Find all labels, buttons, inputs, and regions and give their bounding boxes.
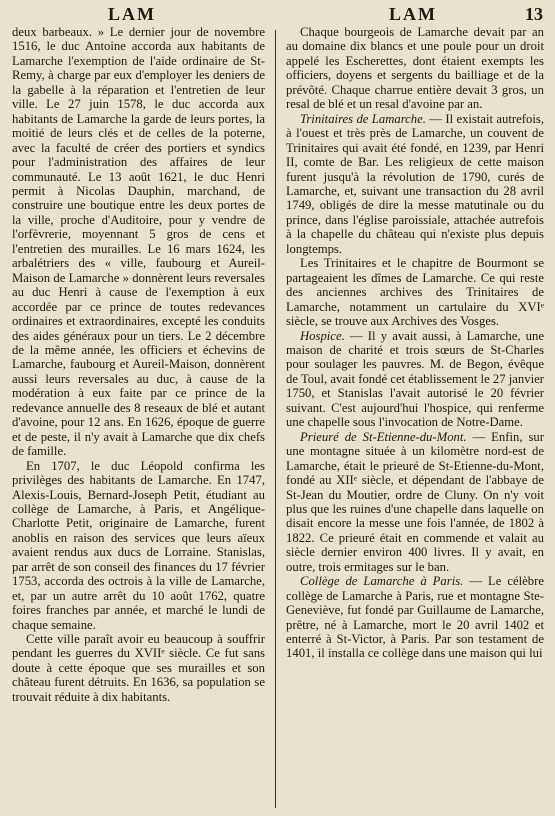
paragraph: Cette ville paraît avoir eu beaucoup à souffrir pendant les guerres du XVIIᵉ siècle. Ce fut sans doute à cette époque que ses murailles et son château furent détruits. En 1636, sa population se trouvait réduite à dix habitants. (12, 632, 265, 704)
paragraph-body: — Il existait autrefois, à l'ouest et très près de Lamarche, un couvent de Trinitaires qui avait été fondé, en 1239, par Henri II, comte de Bar. Les religieux de cette maison furent jusqu'à la révolution de 1790, curés de Lamarche, et, suivant une transaction du 28 avril 1749, obligés de dire la messe matutinale ou du prince, dans l'église paroissiale, attachée autrefois à la chapelle du château qui n'existe plus depuis longtemps. (286, 111, 544, 256)
paragraph (286, 256, 544, 328)
paragraph (286, 25, 544, 112)
paragraph (286, 112, 544, 257)
right-column (286, 25, 544, 810)
running-header (0, 4, 555, 26)
header-left-title: LAM (108, 4, 156, 24)
section-heading-prieure: Prieuré de St-Etienne-du-Mont. (300, 429, 467, 444)
paragraph-body: — Enfin, sur une montagne située à un kilomètre nord-est de Lamarche, était le prieuré de St-Etienne-du-Mont, fondé au XIIᵉ siècle, et dépendant de l'abbaye de St-Jean du Moutier, ordre de Cluny. On n'y voit plus que les ruines d'une chapelle dans laquelle on disait encore la messe une fois l'année, de 1802 à 1822. Ce prieuré était en commende et valait au siècle dernier environ 400 livres. Il y avait, en outre, trois ermitages sur le ban. (286, 429, 544, 574)
section-heading-hospice: Hospice. (300, 328, 345, 343)
section-heading-trinitaires: Trinitaires de Lamarche. (300, 111, 426, 126)
header-right-title: LAM (389, 4, 437, 24)
paragraph-body: Les Trinitaires et le chapitre de Bourmont se partageaient les dîmes de Lamarche. Ce qui reste des anciennes archives des Trinitaires de Lamarche, notamment un cartulaire du XVIᵉ siècle, se trouve aux Archives des Vosges. (286, 256, 544, 329)
column-divider (275, 30, 276, 808)
page-number: 13 (525, 4, 543, 24)
paragraph (286, 329, 544, 430)
paragraph (286, 574, 544, 661)
paragraph: deux barbeaux. » Le dernier jour de novembre 1516, le duc Antoine accorda aux habitants de Lamarche l'exemption de l'aide ordinaire de St-Remy, à charge par eux d'employer les deniers de la gabelle à la réparation et l'entretien de leur ville. Le 27 juin 1578, le duc accorda aux habitants de Lamarche la garde de leurs portes, la moitié de leurs clés et de celles de la poterne, avec la faculté de créer des portiers et syndics pour l'administration des affaires de leur communauté. Le 13 août 1621, le duc Henri permit à Nicolas Dauphin, marchand, de construire une boutique entre les deux portes de la ville, proche d'Auditoire, pour y vendre de l'orfèvrerie, moyennant 5 gros de cens et l'entretien des murailles. Le 16 mars 1624, les arbalétriers des « ville, faubourg et Aureil-Maison de Lamarche » donnèrent leurs reversales au duc Henri à cause de l'exemption à eux accordée par ce prince de toutes redevances ordinaires et extraordinaires, excepté les conduits des aides généraux pour un tiers. Le 2 décembre de la même année, les officiers et échevins de Lamarche, faubourg et Aureil-Maison, donnèrent aussi leurs reversales au duc, à cause de la modération à eux faite par ce prince de la redevance annuelle des 8 reseaux de blé et autant d'avoine, pour 12 ans. En 1626, époque de guerre et de peste, il n'y avait à Lamarche que dix chefs de famille. (12, 25, 265, 459)
section-heading-college: Collège de Lamarche à Paris. (300, 574, 464, 589)
paragraph-body: — Le célèbre collège de Lamarche à Paris, rue et montagne Ste-Geneviève, fut fondé par Guillaume de Lamarche, prêtre, né à Lamarche, mort le 20 avril 1402 et enterré à St-Victor, à Paris. Par son testament de 1401, il installa ce collège dans une maison qui lui (286, 574, 544, 661)
paragraph-body: Chaque bourgeois de Lamarche devait par an au domaine dix blancs et une poule pour un droit appelé les Escherettes, dont étaient exempts les officiers, doyens et sergents du bailliage et de la prévôté. Chaque charrue entière devait 3 gros, un resal de blé et un resal d'avoine par an. (286, 25, 544, 112)
left-column (12, 25, 265, 810)
paragraph: En 1707, le duc Léopold confirma les privilèges des habitants de Lamarche. En 1747, Alexis-Louis, Bernard-Joseph Petit, étudiant au collège de Lamarche, à Paris, et Angélique-Charlotte Petit, originaire de Lamarche, furent anoblis en raison des services que leurs aïeux avaient rendus aux ducs de Lorraine. Stanislas, par arrêt de son conseil des finances du 17 février 1753, accorda des octrois à la ville de Lamarche, et, par un autre arrêt du 10 août 1762, quatre foires franches par année, et marché le lundi de chaque semaine. (12, 458, 265, 632)
paragraph (286, 430, 544, 575)
paragraph-body: — Il y avait aussi, à Lamarche, une maison de charité et trois sœurs de St-Charles pour soulager les pauvres. M. de Begon, évêque de Toul, avait fondé cet établissement le 27 janvier 1750, et Stanislas l'avait autorisé le 20 février suivant. C'est aujourd'hui l'hospice, qui renferme une chapelle sous l'invocation de Notre-Dame. (286, 328, 544, 430)
